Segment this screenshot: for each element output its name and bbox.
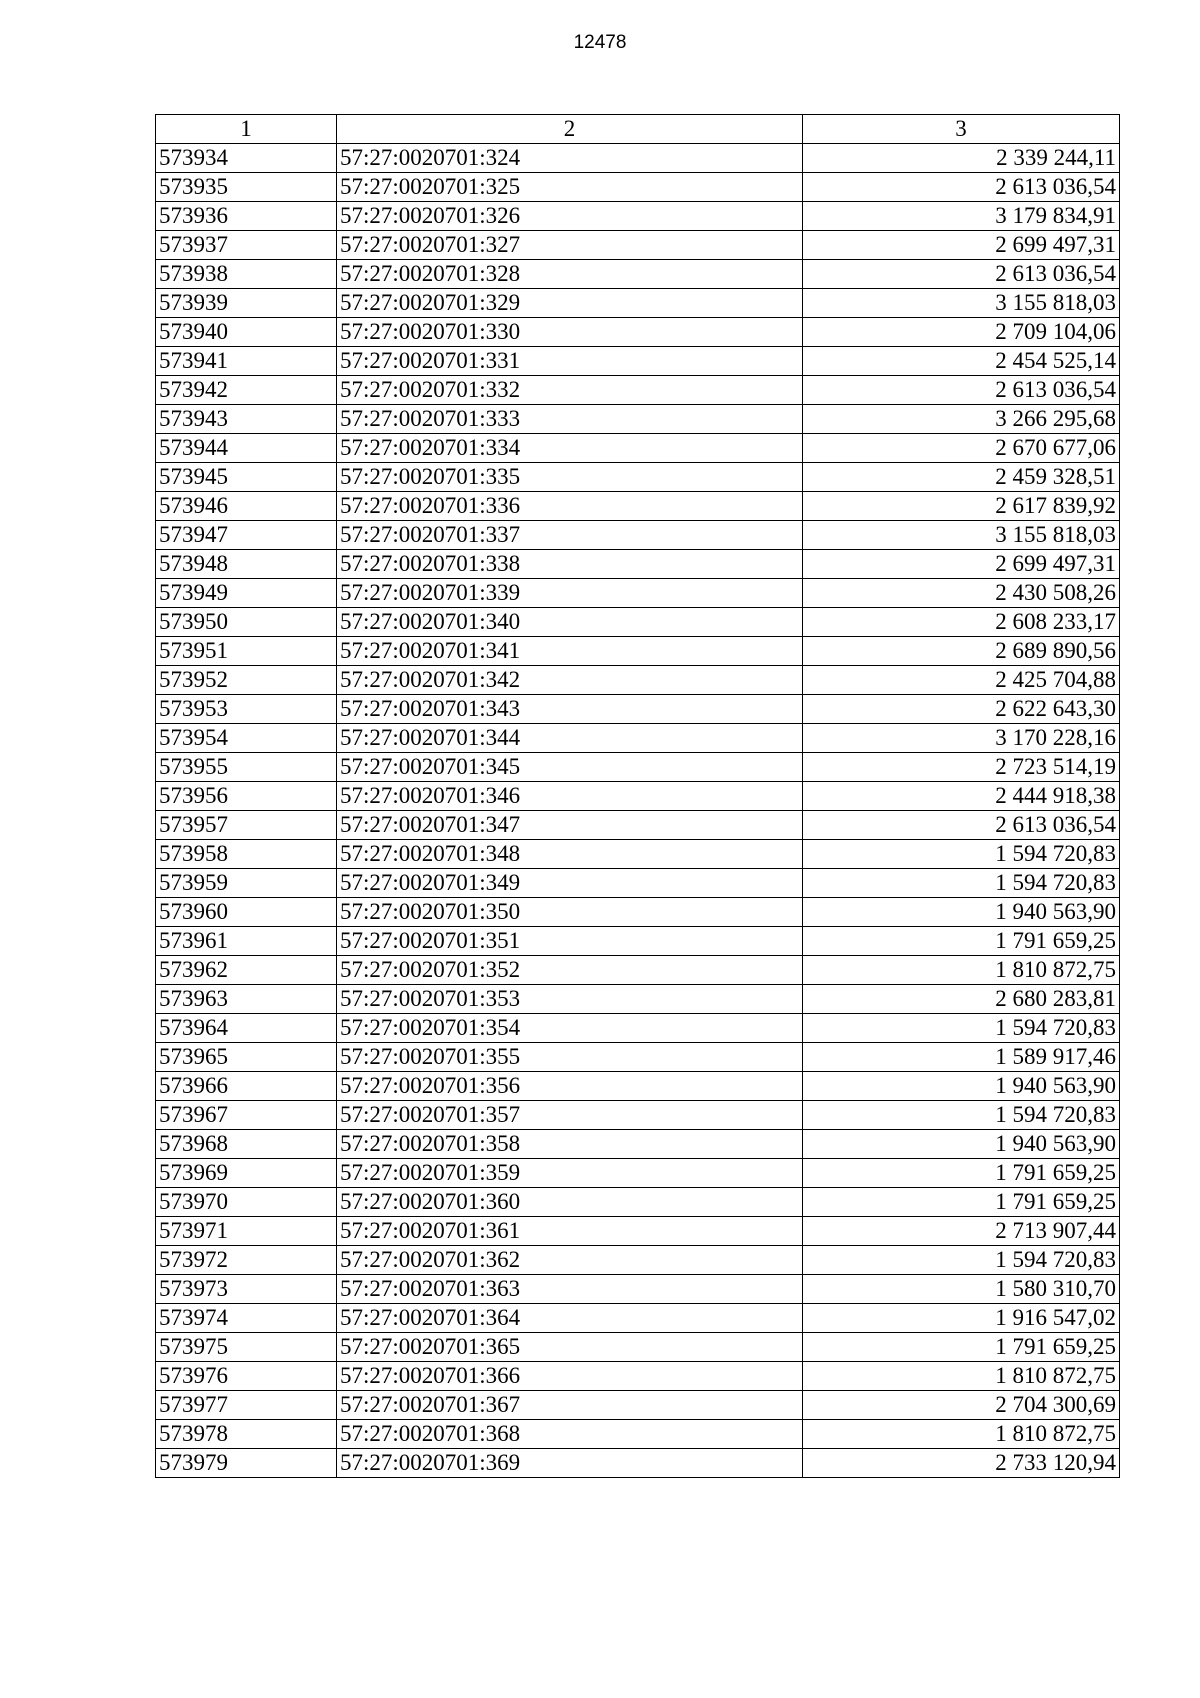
header-row (156, 115, 1120, 144)
row-number-cell: 573949 (156, 579, 337, 608)
table-row (156, 347, 1120, 376)
row-number-cell: 573968 (156, 1130, 337, 1159)
value-cell: 3 170 228,16 (803, 724, 1120, 753)
value-cell: 1 791 659,25 (803, 1333, 1120, 1362)
table-row (156, 898, 1120, 927)
cadastral-number-cell: 57:27:0020701:363 (337, 1275, 803, 1304)
row-number-cell: 573950 (156, 608, 337, 637)
cadastral-number-cell: 57:27:0020701:358 (337, 1130, 803, 1159)
value-cell: 2 733 120,94 (803, 1449, 1120, 1478)
row-number-cell: 573971 (156, 1217, 337, 1246)
cadastral-number-cell: 57:27:0020701:357 (337, 1101, 803, 1130)
table-row (156, 1246, 1120, 1275)
value-cell: 1 594 720,83 (803, 869, 1120, 898)
table-row (156, 840, 1120, 869)
row-number-cell: 573945 (156, 463, 337, 492)
row-number-cell: 573935 (156, 173, 337, 202)
value-cell: 2 723 514,19 (803, 753, 1120, 782)
row-number-cell: 573942 (156, 376, 337, 405)
cadastral-number-cell: 57:27:0020701:364 (337, 1304, 803, 1333)
value-cell: 2 709 104,06 (803, 318, 1120, 347)
value-cell: 2 713 907,44 (803, 1217, 1120, 1246)
cadastral-number-cell: 57:27:0020701:366 (337, 1362, 803, 1391)
table-row (156, 231, 1120, 260)
table-row (156, 405, 1120, 434)
cadastral-number-cell: 57:27:0020701:352 (337, 956, 803, 985)
row-number-cell: 573948 (156, 550, 337, 579)
cadastral-number-cell: 57:27:0020701:327 (337, 231, 803, 260)
value-cell: 2 459 328,51 (803, 463, 1120, 492)
row-number-cell: 573940 (156, 318, 337, 347)
table-row (156, 695, 1120, 724)
row-number-cell: 573970 (156, 1188, 337, 1217)
value-cell: 2 699 497,31 (803, 231, 1120, 260)
value-cell: 1 580 310,70 (803, 1275, 1120, 1304)
data-table (155, 114, 1120, 1478)
row-number-cell: 573951 (156, 637, 337, 666)
table-row (156, 869, 1120, 898)
table-row (156, 1304, 1120, 1333)
cadastral-number-cell: 57:27:0020701:348 (337, 840, 803, 869)
table-row (156, 1275, 1120, 1304)
row-number-cell: 573972 (156, 1246, 337, 1275)
cadastral-number-cell: 57:27:0020701:330 (337, 318, 803, 347)
value-cell: 2 613 036,54 (803, 811, 1120, 840)
table-row (156, 1449, 1120, 1478)
value-cell: 3 155 818,03 (803, 289, 1120, 318)
table-row (156, 492, 1120, 521)
column-header-2: 2 (337, 115, 803, 144)
table-row (156, 434, 1120, 463)
row-number-cell: 573979 (156, 1449, 337, 1478)
table-row (156, 1217, 1120, 1246)
table-row (156, 608, 1120, 637)
row-number-cell: 573941 (156, 347, 337, 376)
cadastral-number-cell: 57:27:0020701:353 (337, 985, 803, 1014)
value-cell: 1 810 872,75 (803, 1362, 1120, 1391)
table-row (156, 666, 1120, 695)
row-number-cell: 573939 (156, 289, 337, 318)
cadastral-number-cell: 57:27:0020701:344 (337, 724, 803, 753)
cadastral-number-cell: 57:27:0020701:335 (337, 463, 803, 492)
cadastral-number-cell: 57:27:0020701:360 (337, 1188, 803, 1217)
table-row (156, 202, 1120, 231)
row-number-cell: 573934 (156, 144, 337, 173)
cadastral-number-cell: 57:27:0020701:347 (337, 811, 803, 840)
row-number-cell: 573962 (156, 956, 337, 985)
value-cell: 1 594 720,83 (803, 1246, 1120, 1275)
value-cell: 3 155 818,03 (803, 521, 1120, 550)
cadastral-number-cell: 57:27:0020701:326 (337, 202, 803, 231)
table-row (156, 1043, 1120, 1072)
table-row (156, 550, 1120, 579)
row-number-cell: 573977 (156, 1391, 337, 1420)
cadastral-number-cell: 57:27:0020701:342 (337, 666, 803, 695)
row-number-cell: 573953 (156, 695, 337, 724)
cadastral-number-cell: 57:27:0020701:341 (337, 637, 803, 666)
cadastral-number-cell: 57:27:0020701:369 (337, 1449, 803, 1478)
row-number-cell: 573937 (156, 231, 337, 260)
cadastral-number-cell: 57:27:0020701:356 (337, 1072, 803, 1101)
table-row (156, 782, 1120, 811)
value-cell: 2 444 918,38 (803, 782, 1120, 811)
row-number-cell: 573954 (156, 724, 337, 753)
row-number-cell: 573943 (156, 405, 337, 434)
value-cell: 1 940 563,90 (803, 898, 1120, 927)
value-cell: 2 699 497,31 (803, 550, 1120, 579)
cadastral-number-cell: 57:27:0020701:346 (337, 782, 803, 811)
table-body (156, 144, 1120, 1478)
cadastral-number-cell: 57:27:0020701:324 (337, 144, 803, 173)
value-cell: 1 594 720,83 (803, 840, 1120, 869)
row-number-cell: 573938 (156, 260, 337, 289)
table-row (156, 260, 1120, 289)
cadastral-number-cell: 57:27:0020701:351 (337, 927, 803, 956)
value-cell: 1 916 547,02 (803, 1304, 1120, 1333)
cadastral-number-cell: 57:27:0020701:343 (337, 695, 803, 724)
table-row (156, 1159, 1120, 1188)
cadastral-number-cell: 57:27:0020701:325 (337, 173, 803, 202)
value-cell: 1 791 659,25 (803, 1159, 1120, 1188)
row-number-cell: 573960 (156, 898, 337, 927)
table-row (156, 318, 1120, 347)
cadastral-number-cell: 57:27:0020701:338 (337, 550, 803, 579)
page-number: 12478 (573, 32, 627, 53)
cadastral-number-cell: 57:27:0020701:359 (337, 1159, 803, 1188)
row-number-cell: 573974 (156, 1304, 337, 1333)
table-row (156, 144, 1120, 173)
value-cell: 1 791 659,25 (803, 927, 1120, 956)
cadastral-number-cell: 57:27:0020701:337 (337, 521, 803, 550)
row-number-cell: 573963 (156, 985, 337, 1014)
table-row (156, 1014, 1120, 1043)
row-number-cell: 573975 (156, 1333, 337, 1362)
table-row (156, 811, 1120, 840)
row-number-cell: 573964 (156, 1014, 337, 1043)
row-number-cell: 573965 (156, 1043, 337, 1072)
cadastral-number-cell: 57:27:0020701:332 (337, 376, 803, 405)
table-row (156, 985, 1120, 1014)
value-cell: 2 670 677,06 (803, 434, 1120, 463)
cadastral-number-cell: 57:27:0020701:328 (337, 260, 803, 289)
cadastral-number-cell: 57:27:0020701:367 (337, 1391, 803, 1420)
row-number-cell: 573961 (156, 927, 337, 956)
cadastral-number-cell: 57:27:0020701:368 (337, 1420, 803, 1449)
value-cell: 2 608 233,17 (803, 608, 1120, 637)
cadastral-number-cell: 57:27:0020701:334 (337, 434, 803, 463)
table-row (156, 956, 1120, 985)
value-cell: 3 179 834,91 (803, 202, 1120, 231)
value-cell: 2 454 525,14 (803, 347, 1120, 376)
row-number-cell: 573955 (156, 753, 337, 782)
cadastral-number-cell: 57:27:0020701:349 (337, 869, 803, 898)
value-cell: 1 810 872,75 (803, 1420, 1120, 1449)
table-row (156, 376, 1120, 405)
table-row (156, 1333, 1120, 1362)
value-cell: 2 680 283,81 (803, 985, 1120, 1014)
row-number-cell: 573957 (156, 811, 337, 840)
value-cell: 1 940 563,90 (803, 1072, 1120, 1101)
row-number-cell: 573967 (156, 1101, 337, 1130)
cadastral-number-cell: 57:27:0020701:329 (337, 289, 803, 318)
value-cell: 1 940 563,90 (803, 1130, 1120, 1159)
row-number-cell: 573976 (156, 1362, 337, 1391)
cadastral-number-cell: 57:27:0020701:336 (337, 492, 803, 521)
table-row (156, 637, 1120, 666)
cadastral-number-cell: 57:27:0020701:361 (337, 1217, 803, 1246)
value-cell: 1 589 917,46 (803, 1043, 1120, 1072)
row-number-cell: 573959 (156, 869, 337, 898)
row-number-cell: 573958 (156, 840, 337, 869)
value-cell: 2 622 643,30 (803, 695, 1120, 724)
table-row (156, 173, 1120, 202)
row-number-cell: 573936 (156, 202, 337, 231)
cadastral-number-cell: 57:27:0020701:345 (337, 753, 803, 782)
table-header (156, 115, 1120, 144)
value-cell: 2 689 890,56 (803, 637, 1120, 666)
column-header-3: 3 (803, 115, 1120, 144)
table-row (156, 1072, 1120, 1101)
value-cell: 2 704 300,69 (803, 1391, 1120, 1420)
value-cell: 1 594 720,83 (803, 1101, 1120, 1130)
table-row (156, 289, 1120, 318)
row-number-cell: 573966 (156, 1072, 337, 1101)
value-cell: 1 810 872,75 (803, 956, 1120, 985)
table-row (156, 1101, 1120, 1130)
table-row (156, 1130, 1120, 1159)
row-number-cell: 573969 (156, 1159, 337, 1188)
row-number-cell: 573946 (156, 492, 337, 521)
row-number-cell: 573956 (156, 782, 337, 811)
value-cell: 2 430 508,26 (803, 579, 1120, 608)
cadastral-number-cell: 57:27:0020701:339 (337, 579, 803, 608)
cadastral-number-cell: 57:27:0020701:340 (337, 608, 803, 637)
cadastral-number-cell: 57:27:0020701:350 (337, 898, 803, 927)
row-number-cell: 573978 (156, 1420, 337, 1449)
cadastral-number-cell: 57:27:0020701:331 (337, 347, 803, 376)
cadastral-number-cell: 57:27:0020701:362 (337, 1246, 803, 1275)
row-number-cell: 573947 (156, 521, 337, 550)
value-cell: 2 613 036,54 (803, 376, 1120, 405)
table-row (156, 753, 1120, 782)
value-cell: 3 266 295,68 (803, 405, 1120, 434)
cadastral-number-cell: 57:27:0020701:355 (337, 1043, 803, 1072)
cadastral-number-cell: 57:27:0020701:333 (337, 405, 803, 434)
value-cell: 2 339 244,11 (803, 144, 1120, 173)
value-cell: 2 613 036,54 (803, 173, 1120, 202)
table-row (156, 463, 1120, 492)
cadastral-number-cell: 57:27:0020701:354 (337, 1014, 803, 1043)
value-cell: 2 613 036,54 (803, 260, 1120, 289)
value-cell: 2 617 839,92 (803, 492, 1120, 521)
table-row (156, 1362, 1120, 1391)
table-row (156, 1391, 1120, 1420)
table-row (156, 579, 1120, 608)
row-number-cell: 573973 (156, 1275, 337, 1304)
column-header-1: 1 (156, 115, 337, 144)
table-row (156, 521, 1120, 550)
value-cell: 2 425 704,88 (803, 666, 1120, 695)
table-row (156, 1188, 1120, 1217)
cadastral-number-cell: 57:27:0020701:365 (337, 1333, 803, 1362)
row-number-cell: 573944 (156, 434, 337, 463)
value-cell: 1 594 720,83 (803, 1014, 1120, 1043)
value-cell: 1 791 659,25 (803, 1188, 1120, 1217)
row-number-cell: 573952 (156, 666, 337, 695)
table-row (156, 724, 1120, 753)
table-row (156, 927, 1120, 956)
table-row (156, 1420, 1120, 1449)
